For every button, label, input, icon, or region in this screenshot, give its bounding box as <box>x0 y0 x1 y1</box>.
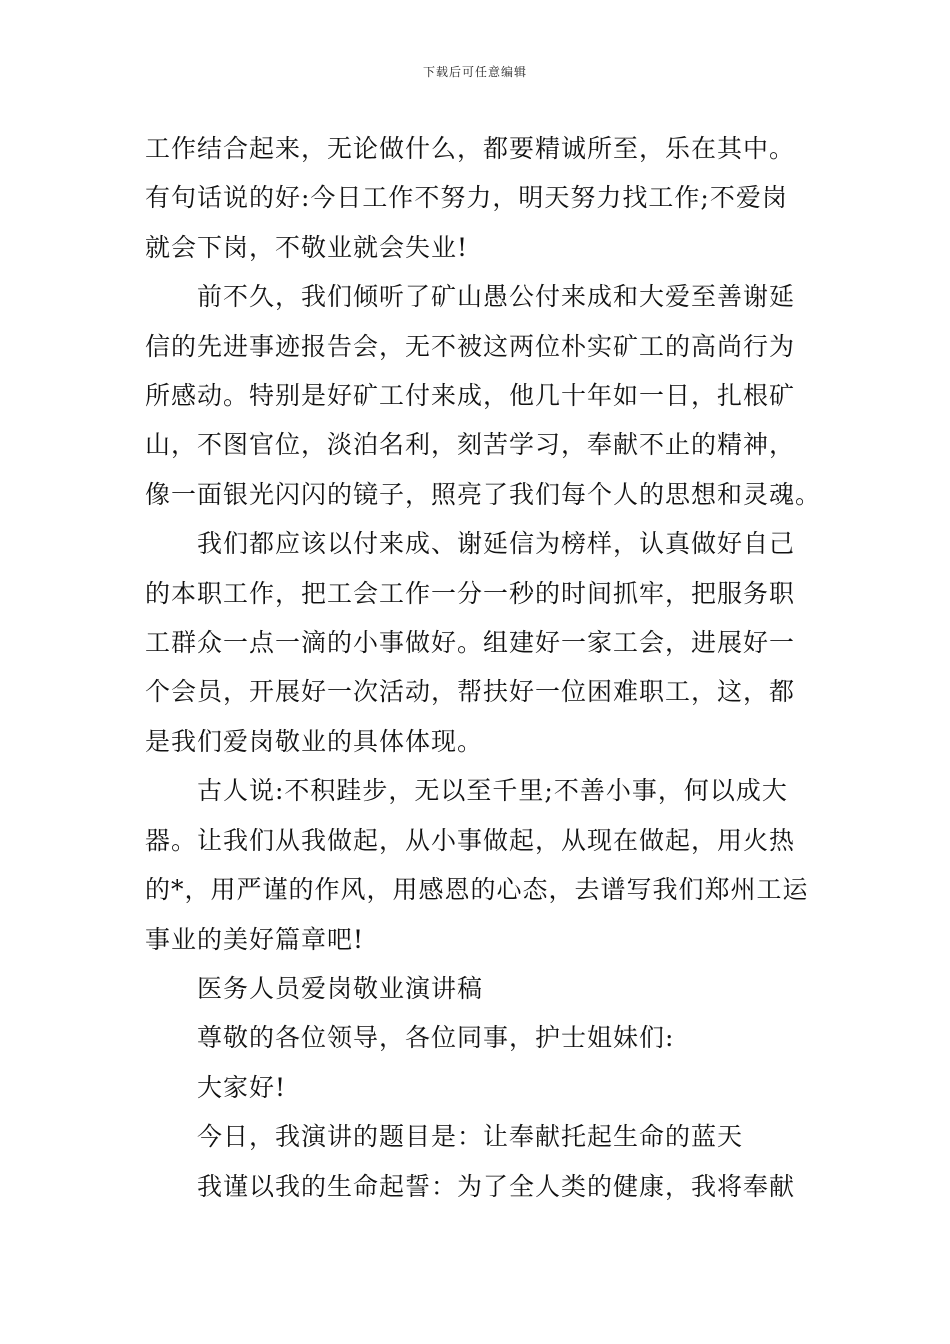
text-line: 大家好! <box>197 1072 287 1102</box>
paragraph-4 <box>145 766 810 964</box>
text-line: 我谨以我的生命起誓：为了全人类的健康，我将奉献 <box>197 1171 796 1201</box>
text-line: 工群众一点一滴的小事做好。组建好一家工会，进展好一 <box>145 628 796 658</box>
text-line: 工作结合起来，无论做什么，都要精诚所至，乐在其中。 <box>145 134 796 163</box>
text-line: 有句话说的好:今日工作不努力，明天努力找工作;不爱岗 <box>145 183 788 213</box>
text-line: 古人说:不积跬步，无以至千里;不善小事，何以成大 <box>197 776 788 806</box>
paragraph-1 <box>145 124 810 272</box>
text-line: 山，不图官位，淡泊名利，刻苦学习，奉献不止的精神， <box>145 430 796 460</box>
text-line: 像一面银光闪闪的镜子，照亮了我们每个人的思想和灵魂。 <box>145 479 822 509</box>
text-line: 前不久，我们倾听了矿山愚公付来成和大爱至善谢延 <box>197 282 796 312</box>
text-line: 是我们爱岗敬业的具体体现。 <box>145 726 484 756</box>
text-line: 信的先进事迹报告会，无不被这两位朴实矿工的高尚行为 <box>145 331 796 361</box>
text-line: 今日，我演讲的题目是：让奉献托起生命的蓝天 <box>197 1122 744 1152</box>
text-line: 的*，用严谨的作风，用感恩的心态，去谱写我们郑州工运 <box>145 875 809 905</box>
text-line: 就会下岗，不敬业就会失业! <box>145 232 469 262</box>
text-line: 的本职工作，把工会工作一分一秒的时间抓牢，把服务职 <box>145 578 796 608</box>
text-line: 医务人员爱岗敬业演讲稿 <box>197 973 484 1003</box>
text-line: 个会员，开展好一次活动，帮扶好一位困难职工，这，都 <box>145 677 796 707</box>
salutation <box>145 1013 810 1062</box>
text-line: 我们都应该以付来成、谢延信为榜样，认真做好自己 <box>197 529 796 559</box>
text-line: 尊敬的各位领导，各位同事，护士姐妹们: <box>197 1023 675 1053</box>
paragraph-2 <box>145 272 822 519</box>
speech-title <box>145 964 810 1013</box>
paragraph-3 <box>145 519 810 766</box>
document-body <box>145 124 822 1211</box>
text-line: 器。让我们从我做起，从小事做起，从现在做起，用火热 <box>145 825 796 855</box>
speech-topic <box>145 1112 810 1161</box>
text-line: 事业的美好篇章吧! <box>145 924 365 954</box>
text-line: 所感动。特别是好矿工付来成，他几十年如一日，扎根矿 <box>145 381 796 411</box>
greeting <box>145 1063 810 1112</box>
paragraph-oath <box>145 1162 810 1211</box>
page-header: 下载后可任意编辑 <box>422 65 527 79</box>
